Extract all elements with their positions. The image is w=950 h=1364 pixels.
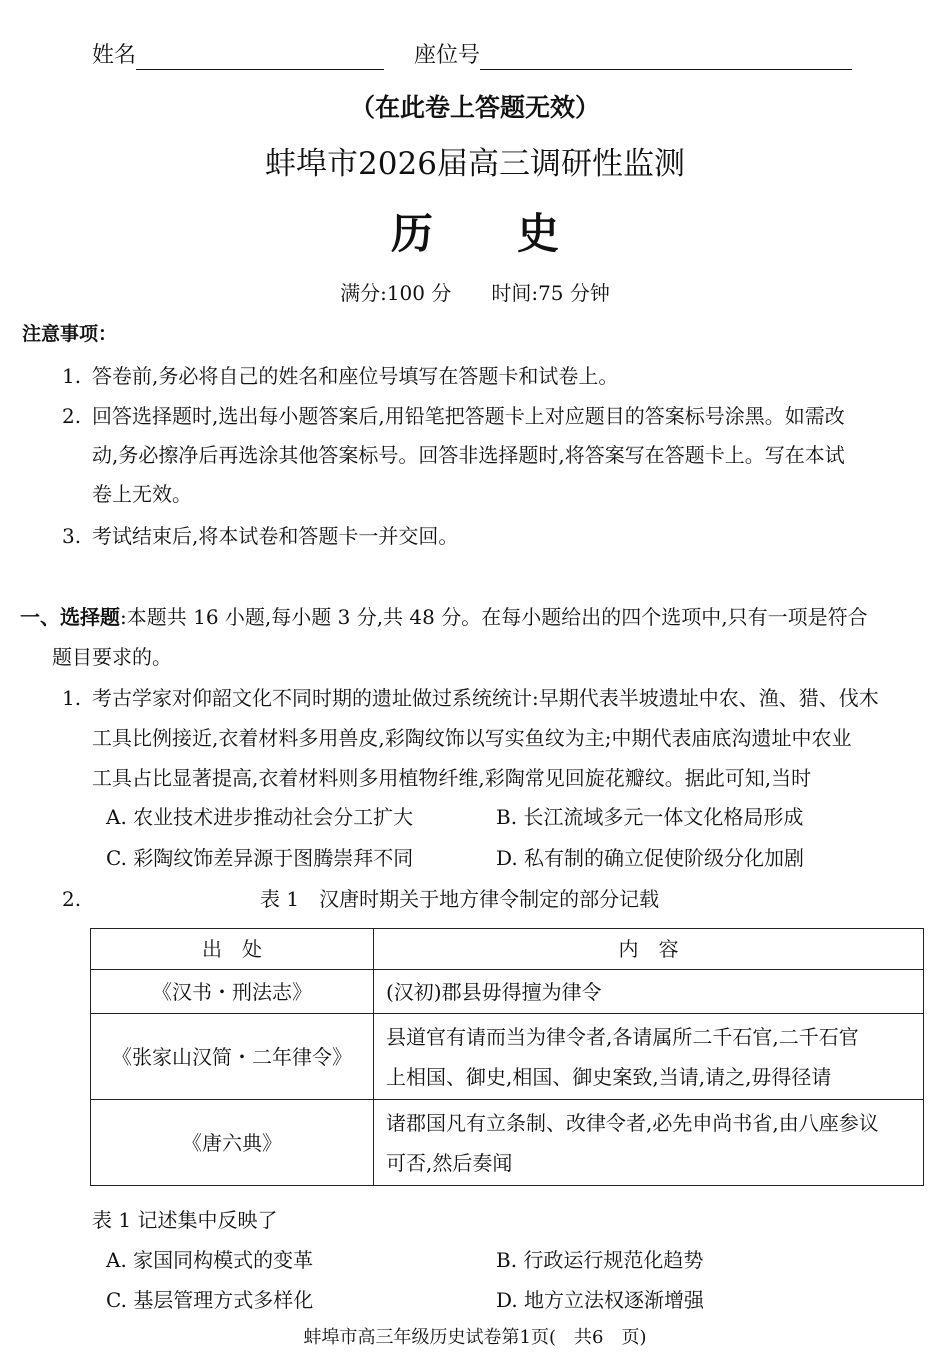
notice-item-line: 卷上无效。 <box>92 482 192 506</box>
q2-option-a[interactable] <box>106 1246 313 1274</box>
content-line: 诸郡国凡有立条制、改律令者,必先申尚书省,由八座参议 <box>386 1110 879 1135</box>
notice-item-line: 回答选择题时,选出每小题答案后,用铅笔把答题卡上对应题目的答案标号涂黑。如需改 <box>92 404 845 428</box>
section-heading <box>20 603 868 631</box>
notice-item-line: 答卷前,务必将自己的姓名和座位号填写在答题卡和试卷上。 <box>92 364 619 388</box>
table-header-content: 内 容 <box>374 929 924 970</box>
q2-number: 2. <box>62 887 82 911</box>
q1-option-c[interactable] <box>106 844 413 872</box>
name-blank <box>136 47 384 70</box>
option-letter: A. <box>106 1248 127 1272</box>
q1-stem-line: 工具占比显著提高,衣着材料则多用植物纤维,彩陶常见回旋花瓣纹。据此可知,当时 <box>92 766 812 790</box>
table-cell-content <box>374 1014 924 1100</box>
name-label: 姓名 <box>92 43 137 68</box>
option-text: 彩陶纹饰差异源于图腾崇拜不同 <box>133 846 414 870</box>
page-footer: 蚌埠市高三年级历史试卷第1页( 共6 页) <box>303 1327 647 1348</box>
table-header-row <box>91 929 924 970</box>
option-letter: C. <box>106 1288 127 1312</box>
option-text: 长江流域多元一体文化格局形成 <box>523 805 804 829</box>
content-line: (汉初)郡县毋得擅为律令 <box>386 979 602 1004</box>
notice-item-num: 3. <box>62 524 82 548</box>
table-cell-content <box>374 970 924 1014</box>
q2-option-c[interactable] <box>106 1286 313 1314</box>
records-table <box>90 928 924 1186</box>
option-letter: C. <box>106 846 127 870</box>
option-text: 农业技术进步推动社会分工扩大 <box>133 805 414 829</box>
option-letter: D. <box>496 1288 518 1312</box>
q1-stem-line: 工具比例接近,衣着材料多用兽皮,彩陶纹饰以写实鱼纹为主;中期代表庙底沟遗址中农业 <box>92 726 852 750</box>
q1-option-d[interactable] <box>496 844 804 872</box>
q1-number: 1. <box>62 686 82 710</box>
q1-option-a[interactable] <box>106 803 413 831</box>
content-line: 上相国、御史,相国、御史案致,当请,请之,毋得径请 <box>386 1064 832 1089</box>
notice-item-line: 动,务必擦净后再选涂其他答案标号。回答非选择题时,将答案写在答题卡上。写在本试 <box>92 443 845 467</box>
q1-stem-line: 考古学家对仰韶文化不同时期的遗址做过系统统计:早期代表半坡遗址中农、渔、猎、伐木 <box>92 686 879 710</box>
name-field-row <box>92 42 384 70</box>
content-line: 可否,然后奏闻 <box>386 1150 513 1175</box>
score-time: 满分:100 分 时间:75 分钟 <box>340 281 610 305</box>
notice-item-num: 1. <box>62 364 82 388</box>
option-text: 地方立法权逐渐增强 <box>524 1288 705 1312</box>
table-cell-source: 《张家山汉简・二年律令》 <box>91 1014 374 1100</box>
option-letter: D. <box>496 846 518 870</box>
option-letter: B. <box>496 805 518 829</box>
notice-title: 注意事项： <box>22 323 118 345</box>
section-label: 一、选择题 <box>20 605 120 629</box>
q2-option-d[interactable] <box>496 1286 704 1314</box>
q2-stem: 表 1 记述集中反映了 <box>92 1208 278 1232</box>
table-cell-source: 《汉书・刑法志》 <box>91 970 374 1014</box>
q1-option-b[interactable] <box>496 803 803 831</box>
invalid-note: （在此卷上答题无效） <box>349 93 600 122</box>
table-row <box>91 1100 924 1186</box>
table-cell-content <box>374 1100 924 1186</box>
exam-title: 蚌埠市2026届高三调研性监测 <box>265 146 685 182</box>
q2-option-b[interactable] <box>496 1246 703 1274</box>
table-row <box>91 970 924 1014</box>
table-caption: 表 1 汉唐时期关于地方律令制定的部分记载 <box>260 887 660 911</box>
section-desc: :本题共 16 小题,每小题 3 分,共 48 分。在每小题给出的四个选项中,只有一项是符合 <box>120 605 868 629</box>
option-text: 基层管理方式多样化 <box>133 1288 314 1312</box>
option-text: 私有制的确立促使阶级分化加剧 <box>524 846 805 870</box>
notice-item-num: 2. <box>62 404 82 428</box>
notice-item-line: 考试结束后,将本试卷和答题卡一并交回。 <box>92 524 459 548</box>
subject-title: 历 史 <box>390 209 559 258</box>
content-line: 县道官有请而当为律令者,各请属所二千石官,二千石官 <box>386 1024 859 1049</box>
seat-blank <box>480 47 852 70</box>
option-text: 行政运行规范化趋势 <box>523 1248 704 1272</box>
seat-field-row <box>414 42 852 70</box>
option-letter: B. <box>496 1248 518 1272</box>
table-cell-source: 《唐六典》 <box>91 1100 374 1186</box>
seat-label: 座位号 <box>414 43 481 68</box>
option-letter: A. <box>106 805 127 829</box>
option-text: 家国同构模式的变革 <box>133 1248 314 1272</box>
table-row <box>91 1014 924 1100</box>
section-desc-line: 题目要求的。 <box>52 645 172 669</box>
table-header-source: 出 处 <box>91 929 374 970</box>
